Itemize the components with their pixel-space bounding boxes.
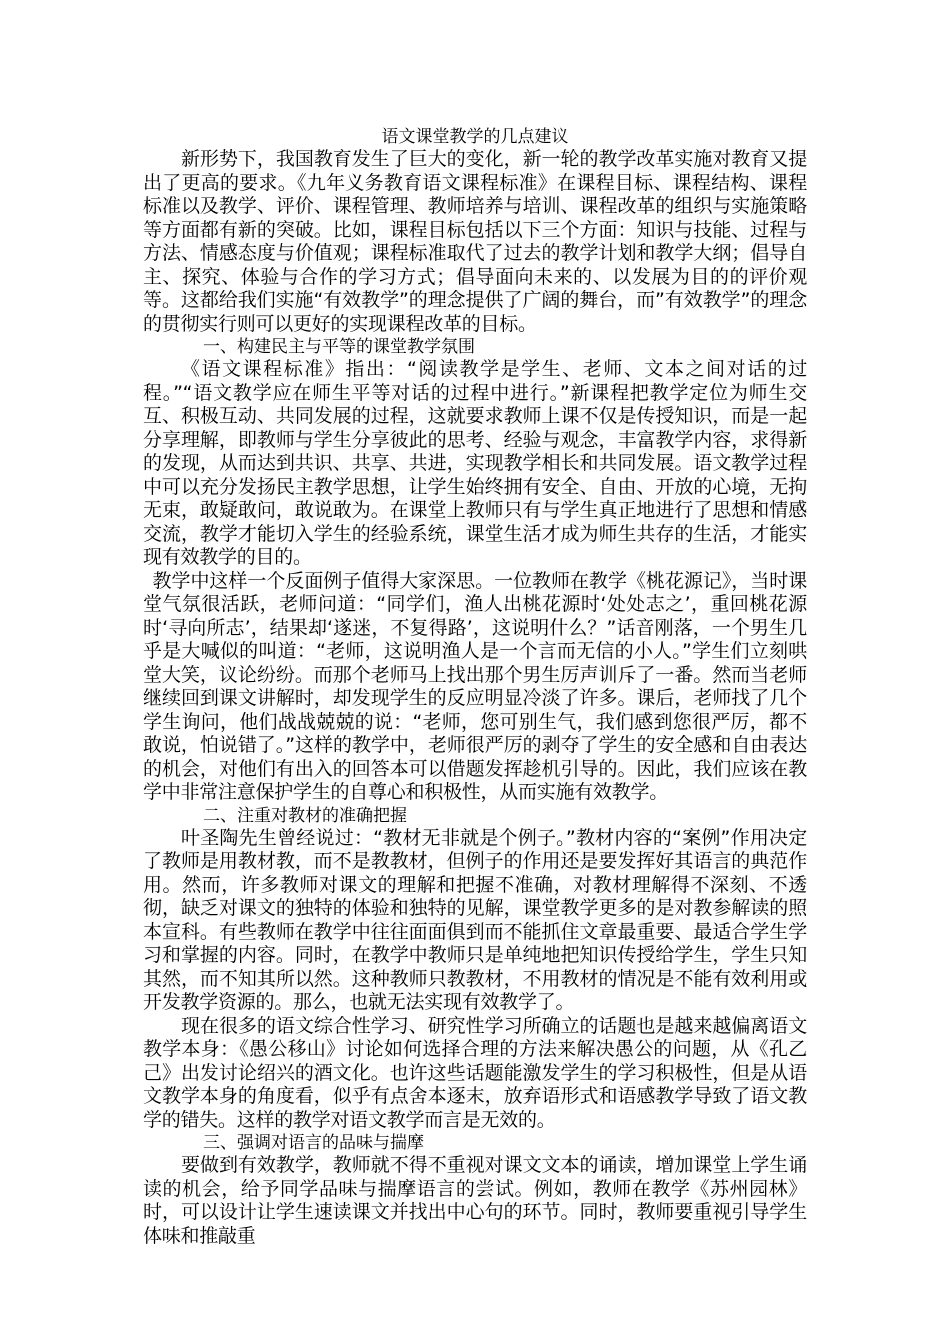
section-heading-1: 一、构建民主与平等的课堂教学氛围 — [203, 337, 475, 357]
intro-paragraph: 新形势下，我国教育发生了巨大的变化，新一轮的教学改革实施对教育又提出了更高的要求。《九年义务教育语文课程标准》在课程目标、课程结构、课程标准以及教学、评价、课程管理、教师培养与培训、课程改革的组织与实施策略等方面都有新的突破。比如，课程目标包括以下三个方面：知识与技能、过程与方法、情感态度与价值观；课程标准取代了过去的教学计划和教学大纲；倡导自主、探究、体验与合作的学习方式；倡导面向未来的、以发展为目的的评价观等。这都给我们实施“有效教学”的理念提供了广阔的舞台，而”有效教学”的理念的贯彻实行则可以更好的实现课程改革的目标。 — [143, 148, 807, 335]
section-2-paragraph-2: 现在很多的语文综合性学习、研究性学习所确立的话题也是越来越偏离语文教学本身：《愚公移山》讨论如何选择合理的方法来解决愚公的问题，从《孔乙己》出发讨论绍兴的酒文化。也许这些话题能激发学生的学习积极性，但是从语文教学本身的角度看，似乎有点舍本逐末，放弃语形式和语感教学导致了语文教学的错失。这样的教学对语文教学而言是无效的。 — [143, 1014, 807, 1131]
document-page — [143, 126, 807, 1248]
document-title: 语文课堂教学的几点建议 — [381, 127, 569, 147]
section-heading-3: 三、强调对语言的品味与揣摩 — [203, 1133, 424, 1153]
section-1-paragraph-2: 教学中这样一个反面例子值得大家深思。一位教师在教学《桃花源记》，当时课堂气氛很活跃，老师问道：“同学们，渔人出桃花源时‘处处志之’，重回桃花源时‘寻向所志’，结果却‘遂迷，不复得路’，这说明什么？”话音刚落，一个男生几乎是大喊似的叫道：“老师，这说明渔人是一个言而无信的小人。”学生们立刻哄堂大笑，议论纷纷。而那个老师马上找出那个男生厉声训斥了一番。然而当老师继续回到课文讲解时，却发现学生的反应明显冷淡了许多。课后，老师找了几个学生询问，他们战战兢兢的说：“老师，您可别生气，我们感到您很严厉，都不敢说，怕说错了。”这样的教学中，老师很严厉的剥夺了学生的安全感和自由表达的机会，对他们有出入的回答本可以借题发挥趁机引导的。因此，我们应该在教学中非常注意保护学生的自尊心和积极性，从而实施有效教学。 — [143, 569, 807, 803]
section-3-paragraph-1: 要做到有效教学，教师就不得不重视对课文文本的诵读，增加课堂上学生诵读的机会，给予同学品味与揣摩语言的尝试。例如，教师在教学《苏州园林》时，可以设计让学生速读课文并找出中心句的环节。同时，教师要重视引导学生体味和推敲重 — [143, 1154, 807, 1247]
section-2-paragraph-1: 叶圣陶先生曾经说过：“教材无非就是个例子。”教材内容的“案例”作用决定了教师是用教材教，而不是教教材，但例子的作用还是要发挥好其语言的典范作用。然而，许多教师对课文的理解和把握不准确，对教材理解得不深刻、不透彻，缺乏对课文的独特的体验和独特的见解，课堂教学更多的是对教参解读的照本宣科。有些教师在教学中往往面面俱到而不能抓住文章最重要、最适合学生学习和掌握的内容。同时，在教学中教师只是单纯地把知识传授给学生，学生只知其然，而不知其所以然。这种教师只教教材，不用教材的情况是不能有效利用或开发教学资源的。那么，也就无法实现有效教学了。 — [143, 826, 807, 1013]
section-heading-2: 二、注重对教材的准确把握 — [203, 805, 407, 826]
section-1-paragraph-1: 《语文课程标准》指出：“阅读教学是学生、老师、文本之间对话的过程。”“语文教学应在师生平等对话的过程中进行。”新课程把教学定位为师生交互、积极互动、共同发展的过程，这就要求教师上课不仅是传授知识，而是一起分享理解，即教师与学生分享彼此的思考、经验与观念，丰富教学内容，求得新的发现，从而达到共识、共享、共进，实现教学相长和共同发展。语文教学过程中可以充分发扬民主教学思想，让学生始终拥有安全、自由、开放的心境，无拘无束，敢疑敢问，敢说敢为。在课堂上教师只有与学生真正地进行了思想和情感交流，教学才能切入学生的经验系统，课堂生活才成为师生共存的生活，才能实现有效教学的目的。 — [143, 358, 807, 568]
